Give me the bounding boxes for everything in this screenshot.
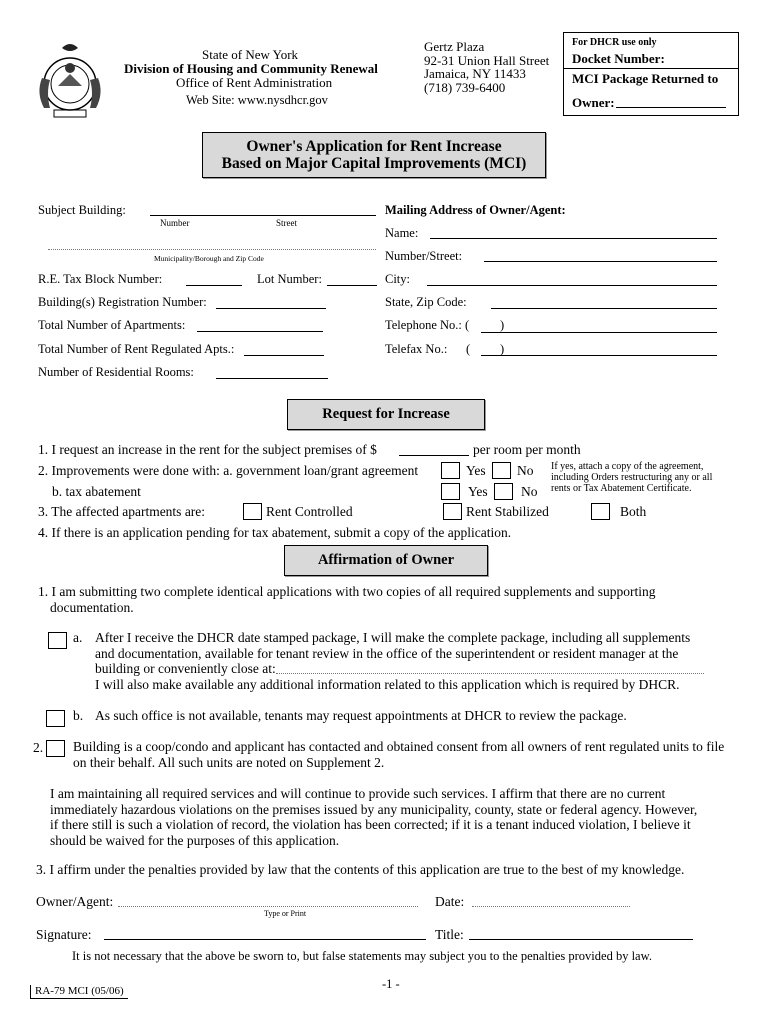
loan-yes-checkbox[interactable] [441,462,460,479]
subject-building-field[interactable] [150,215,376,216]
municipality-field[interactable] [48,249,376,250]
telefax-label: Telefax No.: [385,342,448,356]
address-line: Gertz Plaza [424,39,485,54]
city-label: City: [385,272,411,286]
maintain-line: I am maintaining all required services and will continue to provide such services. I affirm that there are no current [50,786,666,801]
signature-field[interactable] [104,939,426,940]
nearby-location-field[interactable] [276,673,704,674]
mailing-name-field[interactable] [430,238,717,239]
regulated-apts-field[interactable] [244,355,324,356]
telefax-paren-open: ( [466,342,471,356]
abatement-yes-label: Yes [468,484,488,499]
state-zip-field[interactable] [491,308,717,309]
both-label: Both [620,504,647,519]
seal-icon [28,38,112,120]
title-field[interactable] [469,939,693,940]
registration-field[interactable] [216,308,326,309]
option-a-checkbox[interactable] [48,632,67,649]
request-item-2: 2. Improvements were done with: a. government loan/grant agreement [38,463,419,478]
option-a-line: After I receive the DHCR date stamped package, I will make the complete package, including all supplements [95,630,691,645]
maintain-statement [50,786,697,848]
header-address [424,40,549,94]
affirmation-item-2-number: 2. [33,740,44,755]
affirmation-item-1 [38,584,656,616]
option-a-text [95,630,690,692]
header-website: Web Site: www.nysdhcr.gov [186,93,328,107]
regulated-apts-label: Total Number of Rent Regulated Apts.: [38,342,235,356]
street-caption: Street [276,218,297,228]
note-line: including Orders restructuring any or all [551,472,713,483]
telephone-paren-close: ) [500,318,505,332]
telefax-paren-close: ) [500,342,505,356]
loan-no-label: No [517,463,534,478]
maintain-line: immediately hazardous violations on the premises issued by any municipality, county, state or federal agency. However, [50,801,698,817]
form-title [202,132,546,178]
state-seal [28,38,112,120]
affirmation-item-2 [73,739,724,770]
number-street-label: Number/Street: [385,249,463,263]
type-or-print-caption: Type or Print [264,909,307,918]
request-item-4: 4. If there is an application pending for tax abatement, submit a copy of the application. [38,525,512,540]
rent-controlled-checkbox[interactable] [243,503,262,520]
rooms-field[interactable] [216,378,328,379]
agreement-note [551,461,712,494]
abatement-yes-checkbox[interactable] [441,483,460,500]
sworn-statement-note: It is not necessary that the above be sworn to, but false statements may subject you to the penalties provided by law. [72,949,652,963]
affirmation-item-3: 3. I affirm under the penalties provided by law that the contents of this application are true to the best of my knowledge. [36,862,685,877]
affirmation-item-2-line: on their behalf. All such units are noted on Supplement 2. [73,754,385,770]
request-item-1-suffix: per room per month [473,442,581,457]
option-a-line: building or conveniently close at: [95,661,276,676]
mci-returned-label: MCI Package Returned to [572,71,719,86]
coop-condo-checkbox[interactable] [46,740,65,757]
form-id [30,985,128,999]
owner-agent-field[interactable] [118,906,418,907]
tax-block-field[interactable] [186,285,242,286]
option-b-checkbox[interactable] [46,710,65,727]
owner-agent-label: Owner/Agent: [36,894,114,909]
rent-stabilized-checkbox[interactable] [443,503,462,520]
loan-yes-label: Yes [466,463,486,478]
option-a-line: and documentation, available for tenant review in the office of the superintendent or resident manager at the [95,645,679,661]
docket-number-label: Docket Number: [572,51,665,66]
dhcr-use-only: For DHCR use only [572,37,657,48]
affirmation-item-1-line: 1. I am submitting two complete identical applications with two copies of all required supplements and supporting [38,584,656,599]
option-a-line: I will also make available any additional information related to this application which is required by DHCR. [95,676,680,692]
note-line: If yes, attach a copy of the agreement, [551,461,704,472]
date-label: Date: [435,894,465,909]
both-checkbox[interactable] [591,503,610,520]
total-apts-field[interactable] [197,331,323,332]
number-street-field[interactable] [484,261,717,262]
loan-no-checkbox[interactable] [492,462,511,479]
mailing-name-label: Name: [385,226,419,240]
affirmation-heading: Affirmation of Owner [284,545,488,576]
rooms-label: Number of Residential Rooms: [38,365,194,379]
subject-building-label: Subject Building: [38,203,126,217]
address-line: Jamaica, NY 11433 [424,66,526,81]
owner-label: Owner: [572,95,615,110]
title-line-1: Owner's Application for Rent Increase [246,138,502,155]
option-b-label: b. [73,708,84,723]
address-line: (718) 739-6400 [424,79,506,95]
rent-controlled-label: Rent Controlled [266,504,353,519]
telefax-field[interactable] [481,355,717,356]
note-line: rents or Tax Abatement Certificate. [551,483,692,494]
owner-field[interactable] [616,107,726,108]
header-division: Division of Housing and Community Renewal [124,61,378,76]
dhcr-use-box [563,32,739,116]
total-apts-label: Total Number of Apartments: [38,318,186,332]
maintain-line: should be waived for the purposes of this application. [50,832,340,848]
municipality-caption: Municipality/Borough and Zip Code [154,254,264,263]
abatement-no-checkbox[interactable] [494,483,513,500]
title-label: Title: [435,927,464,942]
form-id-text: RA-79 MCI (05/06) [35,985,124,997]
registration-label: Building(s) Registration Number: [38,295,207,309]
header-state: State of New York [202,47,299,62]
signature-label: Signature: [36,927,92,942]
rent-increase-amount-field[interactable] [399,455,469,456]
telephone-label: Telephone No.: ( [385,318,470,332]
option-a-label: a. [73,630,83,645]
title-line-2: Based on Major Capital Improvements (MCI) [221,155,527,172]
telephone-field[interactable] [481,332,717,333]
request-item-2b: b. tax abatement [52,484,141,499]
request-item-1: 1. I request an increase in the rent for the subject premises of $ [38,442,377,457]
abatement-no-label: No [521,484,538,499]
maintain-line: if there still is such a violation of record, the violation has been corrected; if it is a tenant induced violation, I believe it [50,817,691,832]
address-line: 92-31 Union Hall Street [424,52,550,68]
affirmation-item-1-line: documentation. [50,600,134,615]
lot-number-field[interactable] [327,285,377,286]
page-number: -1 - [382,977,400,991]
affirmation-item-2-line: Building is a coop/condo and applicant has contacted and obtained consent from all owners of rent regulated units to file [73,739,725,754]
request-heading: Request for Increase [287,399,485,430]
state-zip-label: State, Zip Code: [385,295,467,309]
option-b-text: As such office is not available, tenants may request appointments at DHCR to review the package. [95,708,627,723]
tax-block-label: R.E. Tax Block Number: [38,272,163,286]
request-item-3: 3. The affected apartments are: [38,504,206,519]
number-caption: Number [160,218,190,228]
mailing-heading: Mailing Address of Owner/Agent: [385,203,566,217]
city-field[interactable] [427,285,717,286]
rent-stabilized-label: Rent Stabilized [466,504,549,519]
date-field[interactable] [472,906,630,907]
lot-number-label: Lot Number: [257,272,322,286]
header-office: Office of Rent Administration [176,75,333,90]
